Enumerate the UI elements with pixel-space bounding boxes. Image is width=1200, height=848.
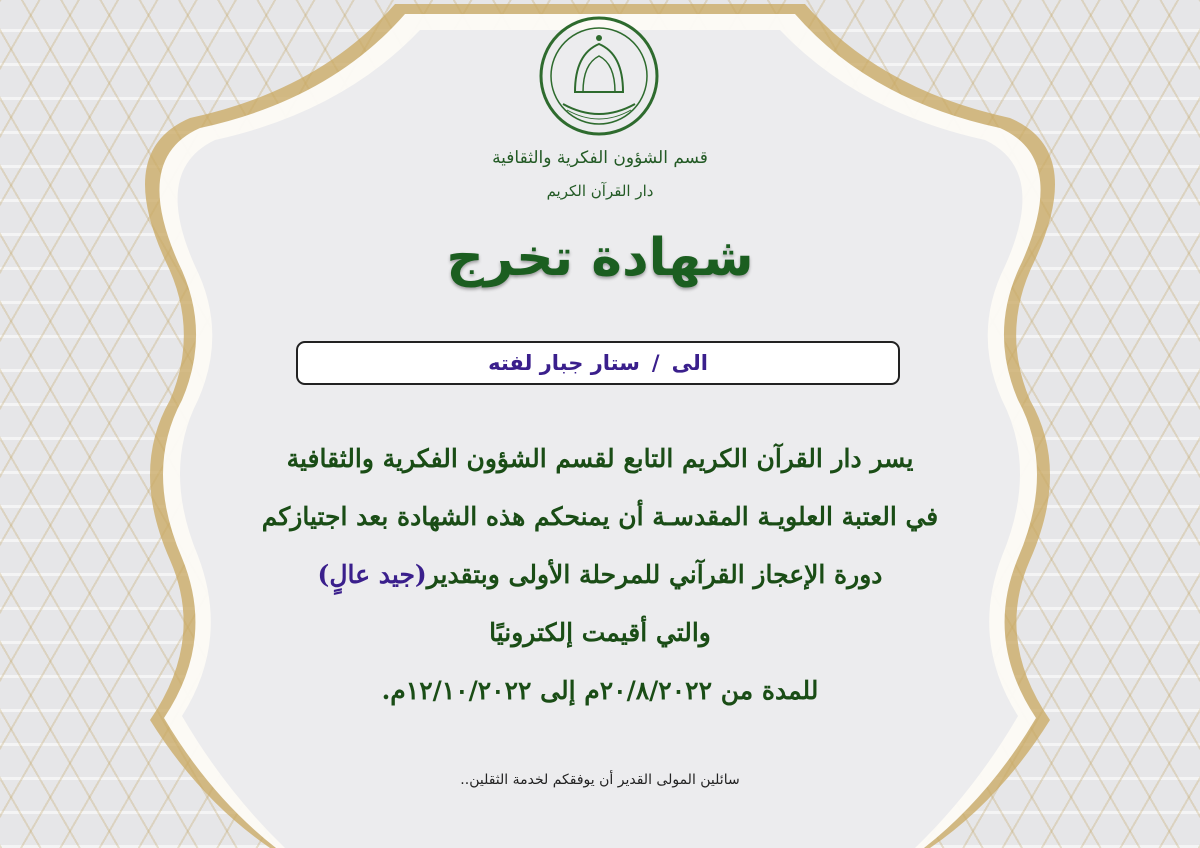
recipient-name: ستار جبار لفته	[488, 351, 640, 375]
recipient-separator: /	[651, 351, 660, 375]
course-text: دورة الإعجاز القرآني للمرحلة الأولى وبتقدير	[426, 560, 883, 589]
body-line-1: يسر دار القرآن الكريم التابع لقسم الشؤون الفكرية والثقافية	[286, 444, 914, 473]
recipient-prefix: الى	[671, 351, 708, 375]
certificate-body	[110, 430, 1090, 720]
sub-department-name: دار القرآن الكريم	[546, 182, 654, 200]
body-line-3	[110, 546, 1090, 604]
shrine-seal-logo	[537, 14, 661, 138]
body-line-4: والتي أقيمت إلكترونيًا	[489, 618, 711, 647]
department-name: قسم الشؤون الفكرية والثقافية	[492, 148, 708, 168]
body-line-2: في العتبة العلويـة المقدسـة أن يمنحكم هذه الشهادة بعد اجتيازكم	[261, 502, 939, 531]
closing-text: سائلين المولى القدير أن يوفقكم لخدمة الثقلين..	[460, 772, 740, 788]
certificate-title: شهادة تخرج	[446, 228, 754, 288]
grade-text: (جيد عالٍ)	[317, 560, 427, 589]
recipient-box	[296, 341, 900, 385]
body-line-5: للمدة من ٢٠/٨/٢٠٢٢م إلى ١٢/١٠/٢٠٢٢م.	[381, 676, 819, 705]
